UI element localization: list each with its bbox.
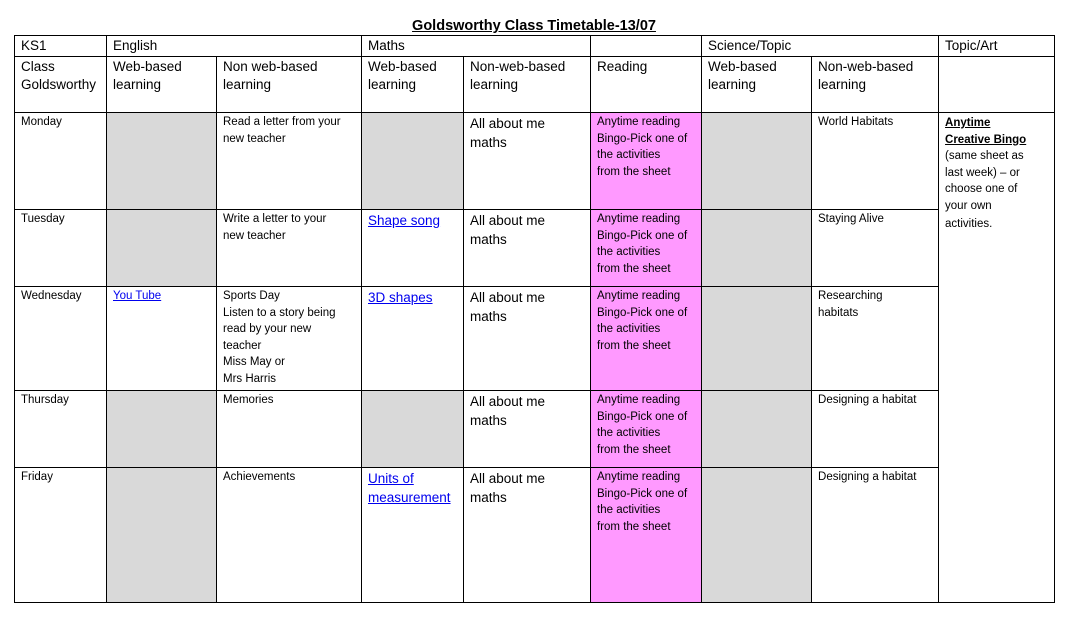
cell-text: Bingo-Pick one of (597, 229, 688, 242)
science-web-cell (702, 210, 812, 287)
header-english-web (107, 57, 217, 113)
science-nonweb-cell: Designing a habitat (812, 468, 939, 603)
english-nonweb-cell (217, 287, 362, 391)
english-web-cell (107, 113, 217, 210)
cell-text: maths (470, 232, 507, 247)
english-nonweb-cell (217, 210, 362, 287)
cell-text: your own (945, 199, 992, 212)
cell-text: Bingo-Pick one of (597, 487, 688, 500)
maths-web-cell (362, 287, 464, 391)
units-of-measurement-link[interactable] (368, 469, 457, 507)
science-web-cell (702, 287, 812, 391)
header-ks1: KS1 (15, 36, 107, 57)
day-label: Monday (15, 113, 107, 210)
reading-cell (591, 391, 702, 468)
cell-text: activities. (945, 218, 993, 230)
science-nonweb-cell: Staying Alive (812, 210, 939, 287)
header-text: learning (223, 77, 272, 92)
cell-text: new teacher (223, 229, 286, 242)
science-web-cell (702, 391, 812, 468)
science-web-cell (702, 468, 812, 603)
cell-text: All about me (470, 471, 546, 486)
cell-text: Anytime reading (597, 213, 681, 225)
topic-art-cell (939, 113, 1055, 603)
cell-text: (same sheet as (945, 150, 1024, 162)
header-maths-web (362, 57, 464, 113)
link-text[interactable]: Units of (368, 471, 414, 486)
header-reading: Reading (591, 57, 702, 113)
cell-text: the activities (597, 323, 661, 335)
cell-text: Listen to a story being (223, 306, 336, 319)
maths-nonweb-cell (464, 391, 591, 468)
cell-text: new teacher (223, 132, 286, 145)
science-nonweb-cell: World Habitats (812, 113, 939, 210)
header-maths-nonweb (464, 57, 591, 113)
english-web-cell (107, 210, 217, 287)
cell-text: the activities (597, 149, 661, 161)
english-nonweb-cell: Achievements (217, 468, 362, 603)
cell-text: from the sheet (597, 339, 671, 352)
table-row (15, 113, 1055, 210)
english-web-cell (107, 468, 217, 603)
timetable (14, 35, 1055, 603)
table-row (15, 210, 1055, 287)
header-maths: Maths (362, 36, 591, 57)
cell-text: read by your new (223, 323, 312, 335)
maths-web-cell (362, 468, 464, 603)
day-label: Wednesday (15, 287, 107, 391)
cell-text: Anytime reading (597, 471, 681, 483)
cell-text: maths (470, 490, 507, 505)
cell-text: All about me (470, 290, 546, 305)
maths-nonweb-cell (464, 210, 591, 287)
page-title: Goldsworthy Class Timetable-13/07 (412, 18, 656, 34)
science-web-cell (702, 113, 812, 210)
day-label: Thursday (15, 391, 107, 468)
cell-text: Anytime reading (597, 290, 681, 302)
cell-text: Researching (818, 290, 883, 302)
reading-cell (591, 468, 702, 603)
english-web-cell (107, 391, 217, 468)
cell-text: All about me (470, 213, 546, 228)
header-reading-blank (591, 36, 702, 57)
header-row-subjects (15, 36, 1055, 57)
3d-shapes-link[interactable]: 3D shapes (368, 290, 433, 305)
cell-text: Mrs Harris (223, 372, 277, 385)
shape-song-link[interactable]: Shape song (368, 213, 441, 228)
cell-text: maths (470, 309, 507, 324)
maths-nonweb-cell (464, 287, 591, 391)
header-class-line2: Goldsworthy (21, 77, 97, 92)
cell-text: from the sheet (597, 262, 671, 275)
day-label: Friday (15, 468, 107, 603)
science-nonweb-cell: Designing a habitat (812, 391, 939, 468)
cell-text: the activities (597, 246, 661, 258)
cell-text: from the sheet (597, 165, 671, 178)
header-english: English (107, 36, 362, 57)
english-nonweb-cell: Memories (217, 391, 362, 468)
maths-web-cell (362, 113, 464, 210)
header-text: Non web-based (223, 59, 318, 74)
maths-nonweb-cell (464, 113, 591, 210)
cell-text: the activities (597, 504, 661, 516)
cell-text: Read a letter from your (223, 116, 341, 128)
cell-text: Bingo-Pick one of (597, 410, 688, 423)
header-text: Web-based (113, 59, 182, 74)
cell-text: Bingo-Pick one of (597, 132, 688, 145)
maths-nonweb-cell (464, 468, 591, 603)
header-text: learning (113, 77, 162, 92)
header-text: learning (470, 77, 519, 92)
creative-bingo-heading: Creative Bingo (945, 133, 1027, 146)
header-text: Web-based (368, 59, 437, 74)
cell-text: Bingo-Pick one of (597, 306, 688, 319)
reading-cell (591, 287, 702, 391)
english-web-cell (107, 287, 217, 391)
header-text: learning (818, 77, 867, 92)
cell-text: from the sheet (597, 520, 671, 533)
reading-cell (591, 210, 702, 287)
header-topic-art: Topic/Art (939, 36, 1055, 57)
cell-text: All about me (470, 394, 546, 409)
maths-web-cell (362, 391, 464, 468)
header-row-types (15, 57, 1055, 113)
cell-text: maths (470, 135, 507, 150)
cell-text: habitats (818, 306, 859, 319)
day-label: Tuesday (15, 210, 107, 287)
cell-text: choose one of (945, 183, 1018, 195)
header-text: Non-web-based (470, 59, 566, 74)
creative-bingo-heading: Anytime (945, 117, 991, 129)
header-class (15, 57, 107, 113)
reading-cell (591, 113, 702, 210)
table-row (15, 287, 1055, 391)
maths-web-cell (362, 210, 464, 287)
cell-text: the activities (597, 427, 661, 439)
cell-text: maths (470, 413, 507, 428)
cell-text: teacher (223, 339, 262, 352)
cell-text: All about me (470, 116, 546, 131)
english-nonweb-cell (217, 113, 362, 210)
science-nonweb-cell (812, 287, 939, 391)
header-text: learning (708, 77, 757, 92)
link-text[interactable]: measurement (368, 490, 451, 505)
header-text: learning (368, 77, 417, 92)
youtube-link[interactable]: You Tube (113, 290, 162, 302)
header-science-web (702, 57, 812, 113)
cell-text: Miss May or (223, 356, 285, 368)
cell-text: last week) – or (945, 166, 1020, 179)
table-row (15, 391, 1055, 468)
header-text: Web-based (708, 59, 777, 74)
cell-text: Anytime reading (597, 394, 681, 406)
cell-text: Anytime reading (597, 116, 681, 128)
table-row (15, 468, 1055, 603)
header-science-nonweb (812, 57, 939, 113)
header-science-topic: Science/Topic (702, 36, 939, 57)
header-english-nonweb (217, 57, 362, 113)
cell-text: Write a letter to your (223, 213, 327, 225)
header-class-line1: Class (21, 59, 55, 74)
cell-text: Sports Day (223, 290, 280, 302)
header-topic-art-blank (939, 57, 1055, 113)
header-text: Non-web-based (818, 59, 914, 74)
cell-text: from the sheet (597, 443, 671, 456)
